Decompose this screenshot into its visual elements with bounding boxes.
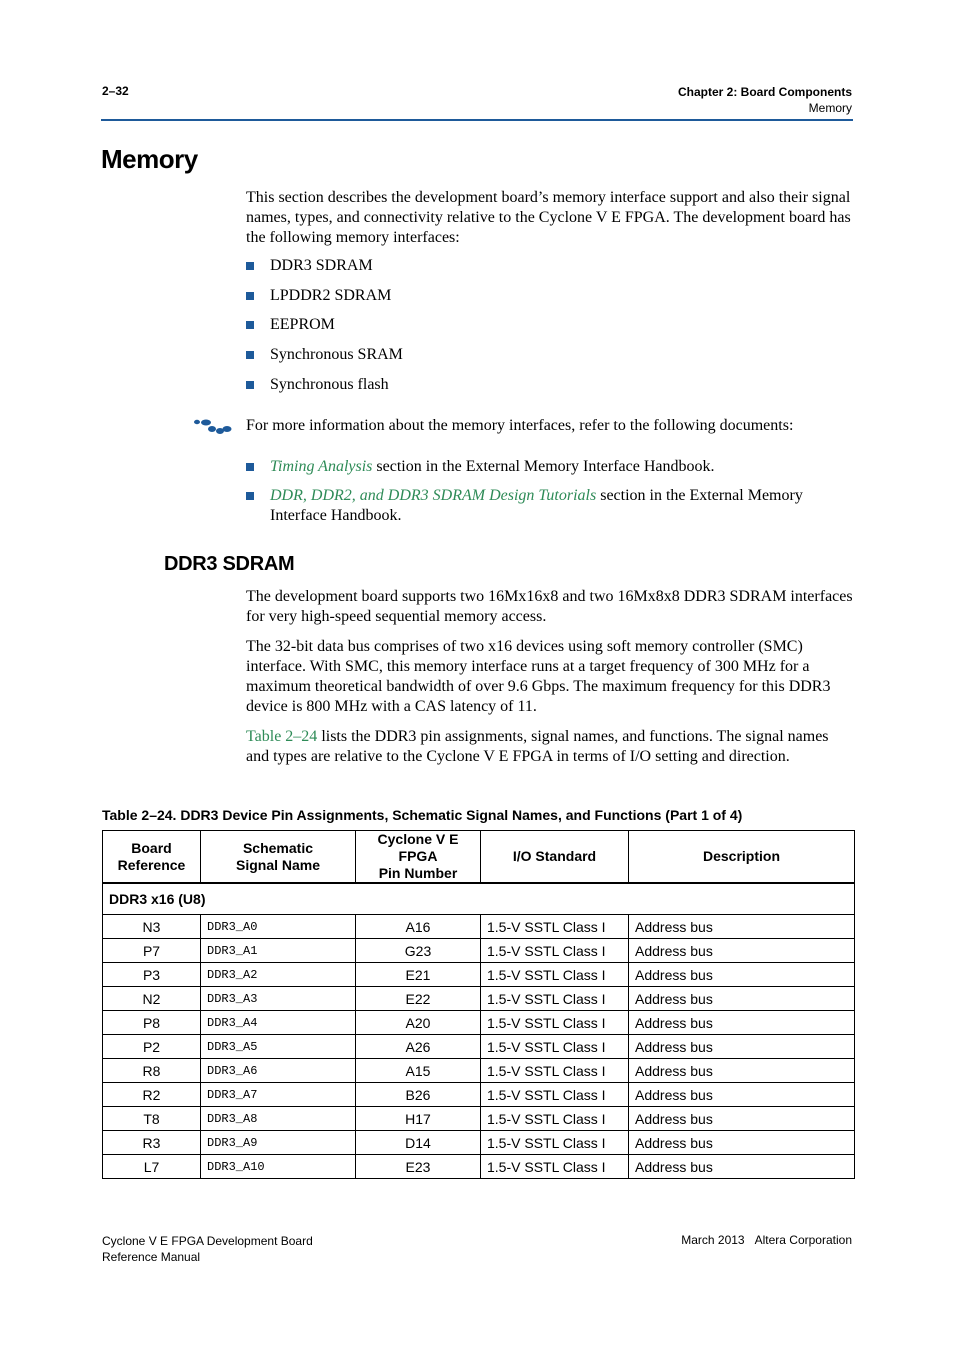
ddr3-paragraph-2: The 32-bit data bus comprises of two x16 devices using soft memory controller (SMC) interface. With SMC, this memory interface runs at a target frequency of 300 MHz for a maximum theoretical bandwidth of over 9.6 Gbps. The maximum frequency for this DDR3 device is 800 MHz with a CAS latency of 11. bbox=[246, 638, 831, 715]
doc-date: March 2013 bbox=[681, 1233, 745, 1247]
column-header: I/O Standard bbox=[481, 831, 629, 884]
io-standard-cell: 1.5-V SSTL Class I bbox=[481, 987, 629, 1011]
signal-name-cell: DDR3_A5 bbox=[201, 1035, 356, 1059]
group-label: DDR3 x16 (U8) bbox=[103, 883, 855, 915]
signal-name-cell: DDR3_A8 bbox=[201, 1107, 356, 1131]
board-reference-cell: N2 bbox=[103, 987, 201, 1011]
description-cell: Address bus bbox=[629, 1131, 855, 1155]
description-cell: Address bus bbox=[629, 1035, 855, 1059]
table-group-row bbox=[103, 883, 855, 915]
column-header: Cyclone V E FPGA Pin Number bbox=[356, 831, 481, 884]
bullet-icon bbox=[246, 381, 254, 389]
subsection-title: DDR3 SDRAM bbox=[164, 553, 295, 575]
description-cell: Address bus bbox=[629, 987, 855, 1011]
table-row bbox=[103, 1107, 855, 1131]
description-cell: Address bus bbox=[629, 939, 855, 963]
description-cell: Address bus bbox=[629, 1083, 855, 1107]
io-standard-cell: 1.5-V SSTL Class I bbox=[481, 1083, 629, 1107]
bullet-icon bbox=[246, 492, 254, 500]
table-row bbox=[103, 1059, 855, 1083]
interface-label: Synchronous SRAM bbox=[270, 346, 403, 363]
ddr-tutorials-link[interactable]: DDR, DDR2, and DDR3 SDRAM Design Tutorials bbox=[270, 487, 597, 504]
fpga-pin-cell: E22 bbox=[356, 987, 481, 1011]
bullet-icon bbox=[246, 262, 254, 270]
doc-title: Cyclone V E FPGA Development Board bbox=[102, 1234, 313, 1248]
fpga-pin-cell: A15 bbox=[356, 1059, 481, 1083]
reference-icon bbox=[193, 418, 233, 436]
signal-name-cell: DDR3_A10 bbox=[201, 1155, 356, 1179]
table-row bbox=[103, 1131, 855, 1155]
timing-analysis-link[interactable]: Timing Analysis bbox=[270, 458, 373, 475]
io-standard-cell: 1.5-V SSTL Class I bbox=[481, 1011, 629, 1035]
column-header: Schematic Signal Name bbox=[201, 831, 356, 884]
signal-name-cell: DDR3_A2 bbox=[201, 963, 356, 987]
intro-paragraph: This section describes the development board’s memory interface support and also their signal names, types, and connectivity relative to the Cyclone V E FPGA. The development board has the following memory interfaces: bbox=[246, 189, 851, 246]
column-header: Description bbox=[629, 831, 855, 884]
table-row bbox=[103, 1011, 855, 1035]
io-standard-cell: 1.5-V SSTL Class I bbox=[481, 915, 629, 939]
io-standard-cell: 1.5-V SSTL Class I bbox=[481, 1107, 629, 1131]
board-reference-cell: P8 bbox=[103, 1011, 201, 1035]
io-standard-cell: 1.5-V SSTL Class I bbox=[481, 1035, 629, 1059]
signal-name-cell: DDR3_A4 bbox=[201, 1011, 356, 1035]
table-row bbox=[103, 1083, 855, 1107]
header-rule bbox=[101, 119, 853, 121]
signal-name-cell: DDR3_A7 bbox=[201, 1083, 356, 1107]
page-title: Memory bbox=[101, 144, 198, 174]
column-header: Board Reference bbox=[103, 831, 201, 884]
table-caption: Table 2–24. DDR3 Device Pin Assignments, Schematic Signal Names, and Functions (Part 1 of 4) bbox=[102, 807, 743, 823]
description-cell: Address bus bbox=[629, 963, 855, 987]
doc-type: Reference Manual bbox=[102, 1250, 201, 1264]
fpga-pin-cell: B26 bbox=[356, 1083, 481, 1107]
board-reference-cell: P2 bbox=[103, 1035, 201, 1059]
fpga-pin-cell: E21 bbox=[356, 963, 481, 987]
interface-label: EEPROM bbox=[270, 316, 335, 333]
board-reference-cell: L7 bbox=[103, 1155, 201, 1179]
ddr3-paragraph-3-text: lists the DDR3 pin assignments, signal names, and functions. The signal names and types are relative to the Cyclone V E FPGA in terms of I/O setting and direction. bbox=[246, 728, 829, 765]
fpga-pin-cell: G23 bbox=[356, 939, 481, 963]
table-row bbox=[103, 939, 855, 963]
ddr3-paragraph-1: The development board supports two 16Mx16x8 and two 16Mx8x8 DDR3 SDRAM interfaces for very high-speed sequential memory access. bbox=[246, 588, 853, 625]
fpga-pin-cell: A26 bbox=[356, 1035, 481, 1059]
ddr3-paragraph-3 bbox=[246, 727, 854, 767]
description-cell: Address bus bbox=[629, 1155, 855, 1179]
table-row bbox=[103, 915, 855, 939]
signal-name-cell: DDR3_A0 bbox=[201, 915, 356, 939]
io-standard-cell: 1.5-V SSTL Class I bbox=[481, 963, 629, 987]
signal-name-cell: DDR3_A9 bbox=[201, 1131, 356, 1155]
description-cell: Address bus bbox=[629, 1011, 855, 1035]
io-standard-cell: 1.5-V SSTL Class I bbox=[481, 1155, 629, 1179]
signal-name-cell: DDR3_A3 bbox=[201, 987, 356, 1011]
board-reference-cell: P3 bbox=[103, 963, 201, 987]
description-cell: Address bus bbox=[629, 915, 855, 939]
board-reference-cell: T8 bbox=[103, 1107, 201, 1131]
board-reference-cell: R3 bbox=[103, 1131, 201, 1155]
table-header-row bbox=[103, 831, 855, 884]
bullet-icon bbox=[246, 463, 254, 471]
table-2-24-link[interactable]: Table 2–24 bbox=[246, 728, 318, 745]
bullet-icon bbox=[246, 351, 254, 359]
signal-name-cell: DDR3_A6 bbox=[201, 1059, 356, 1083]
description-cell: Address bus bbox=[629, 1107, 855, 1131]
reference-text: section in the External Memory Interface Handbook. bbox=[270, 487, 803, 524]
table-row bbox=[103, 987, 855, 1011]
interface-label: Synchronous flash bbox=[270, 376, 389, 393]
section-title: Memory bbox=[808, 101, 852, 115]
footer-left bbox=[102, 1233, 313, 1265]
description-cell: Address bus bbox=[629, 1059, 855, 1083]
interface-label: DDR3 SDRAM bbox=[270, 257, 373, 274]
page-number: 2–32 bbox=[102, 84, 129, 98]
interface-label: LPDDR2 SDRAM bbox=[270, 287, 392, 304]
io-standard-cell: 1.5-V SSTL Class I bbox=[481, 939, 629, 963]
fpga-pin-cell: A20 bbox=[356, 1011, 481, 1035]
board-reference-cell: N3 bbox=[103, 915, 201, 939]
pin-table bbox=[102, 830, 855, 1179]
chapter-title: Chapter 2: Board Components bbox=[677, 85, 852, 99]
board-reference-cell: P7 bbox=[103, 939, 201, 963]
reference-text: section in the External Memory Interface Handbook. bbox=[372, 458, 715, 475]
table-row bbox=[103, 1035, 855, 1059]
fpga-pin-cell: E23 bbox=[356, 1155, 481, 1179]
io-standard-cell: 1.5-V SSTL Class I bbox=[481, 1131, 629, 1155]
note-text: For more information about the memory interfaces, refer to the following documents: bbox=[246, 417, 794, 434]
board-reference-cell: R8 bbox=[103, 1059, 201, 1083]
fpga-pin-cell: A16 bbox=[356, 915, 481, 939]
signal-name-cell: DDR3_A1 bbox=[201, 939, 356, 963]
bullet-icon bbox=[246, 321, 254, 329]
io-standard-cell: 1.5-V SSTL Class I bbox=[481, 1059, 629, 1083]
fpga-pin-cell: D14 bbox=[356, 1131, 481, 1155]
fpga-pin-cell: H17 bbox=[356, 1107, 481, 1131]
footer-right bbox=[681, 1233, 852, 1247]
company: Altera Corporation bbox=[754, 1233, 852, 1247]
running-header bbox=[678, 84, 852, 116]
board-reference-cell: R2 bbox=[103, 1083, 201, 1107]
table-row bbox=[103, 963, 855, 987]
table-row bbox=[103, 1155, 855, 1179]
bullet-icon bbox=[246, 292, 254, 300]
